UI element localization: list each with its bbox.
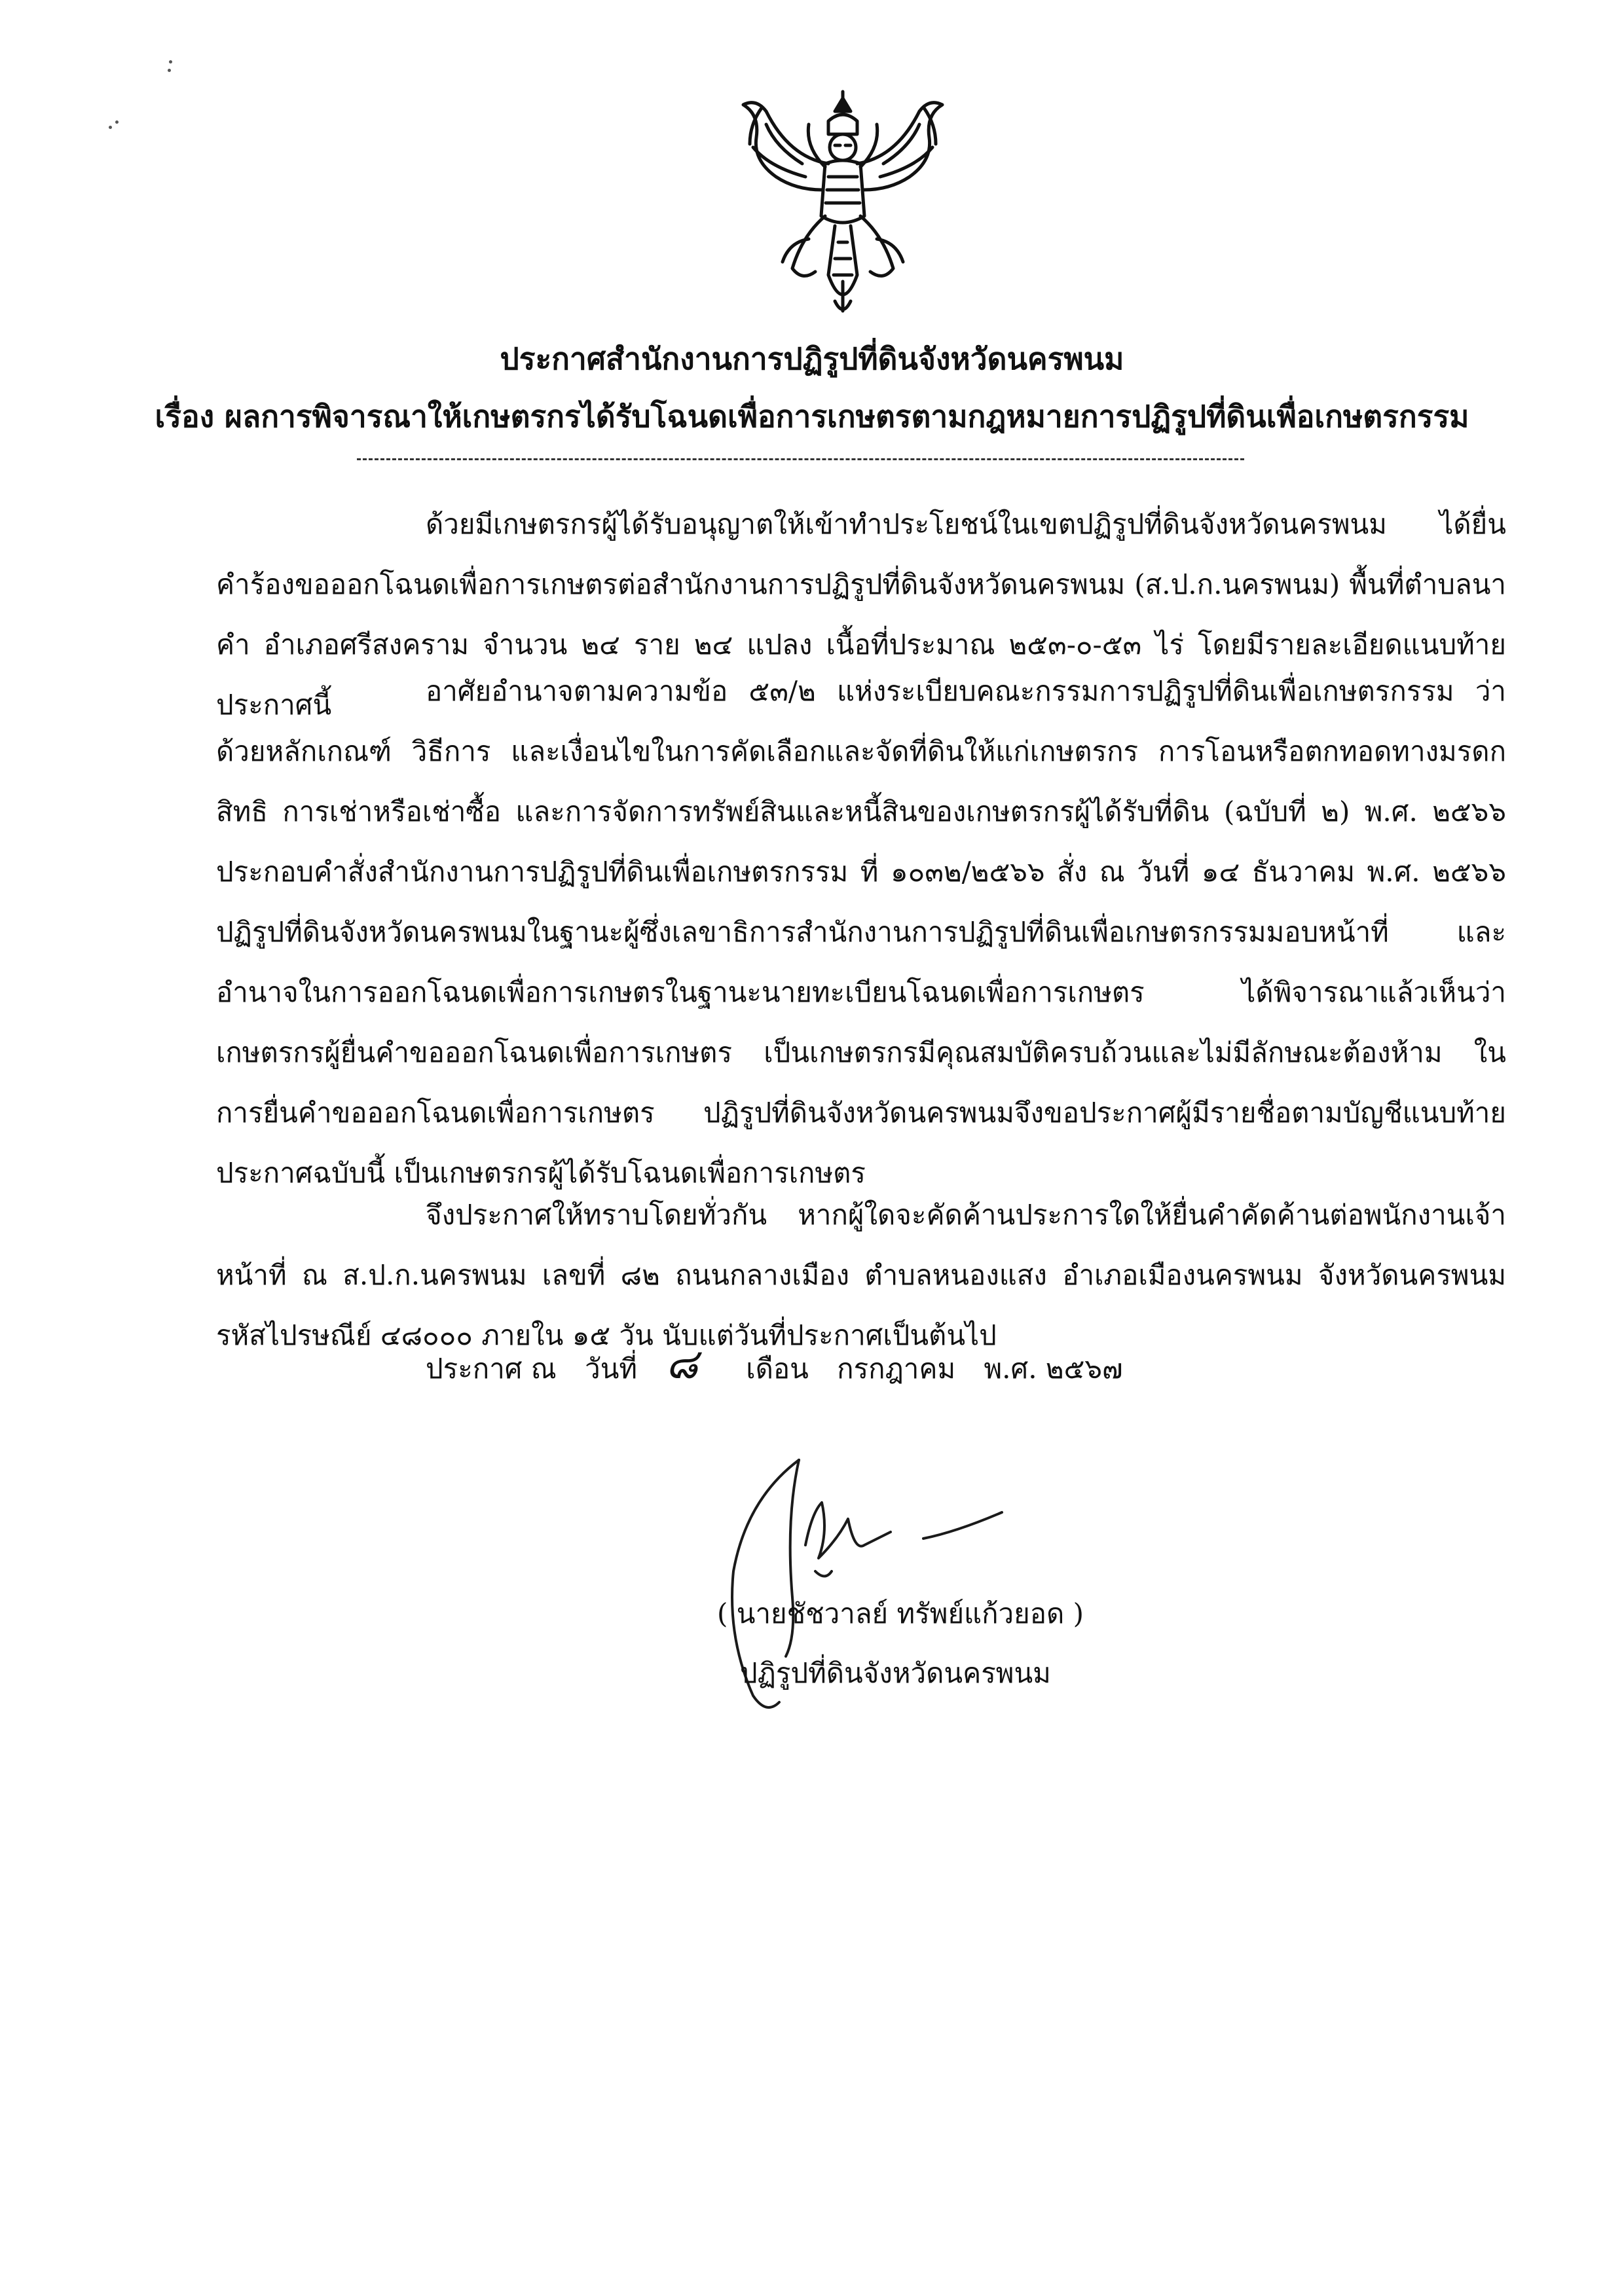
divider-rule [357,458,1244,460]
scan-speck [169,60,172,64]
day-label: วันที่ [585,1353,638,1385]
signatory-name: ( นายชัชวาลย์ ทรัพย์แก้วยอด ) [717,1597,1084,1630]
handwritten-day: ๘ [665,1340,698,1389]
date-prefix: ประกาศ ณ [426,1353,557,1385]
garuda-emblem-icon [730,85,956,321]
signatory-position: ปฏิรูปที่ดินจังหวัดนครพนม [740,1657,1051,1689]
month-label: เดือน [746,1353,809,1385]
month-value: กรกฎาคม [837,1353,956,1385]
scan-speck [109,126,112,129]
paragraph-text: จึงประกาศให้ทราบโดยทั่วกัน หากผู้ใดจะคัดค้านประการใดให้ยื่นคำคัดค้านต่อพนักงานเจ้าหน้าที่ ณ ส.ป.ก.นครพนม เลขที่ ๘๒ ถนนกลางเมือง ตำบลหนองแสง อำเภอเมืองนครพนม จังหวัดนครพนม รหัสไปรษณีย์ ๔๘๐๐๐ ภายใน ๑๕ วัน นับแต่วันที่ประกาศเป็นต้นไป [216,1199,1506,1351]
scan-speck [168,69,171,72]
paragraph-text: อาศัยอำนาจตามความข้อ ๕๓/๒ แห่งระเบียบคณะกรรมการปฏิรูปที่ดินเพื่อเกษตรกรรม ว่าด้วยหลักเกณฑ์ วิธีการ และเงื่อนไขในการคัดเลือกและจัดที่ดินให้แก่เกษตรกร การโอนหรือตกทอดทางมรดกสิทธิ การเช่าหรือเช่าซื้อ และการจัดการทรัพย์สินและหนี้สินของเกษตรกรผู้ได้รับที่ดิน (ฉบับที่ ๒) พ.ศ. ๒๕๖๖ ประกอบคำสั่งสำนักงานการปฏิรูปที่ดินเพื่อเกษตรกรรม ที่ ๑๐๓๒/๒๕๖๖ สั่ง ณ วันที่ ๑๔ ธันวาคม พ.ศ. ๒๕๖๖ ปฏิรูปที่ดินจังหวัดนครพนมในฐานะผู้ซึ่งเลขาธิการสำนักงานการปฏิรูปที่ดินเพื่อเกษตรกรรมมอบหน้าที่ และอำนาจในการออกโฉนดเพื่อการเกษตรในฐานะนายทะเบียนโฉนดเพื่อการเกษตร ได้พิจารณาแล้วเห็นว่า เกษตรกรผู้ยื่นคำขอออกโฉนดเพื่อการเกษตร เป็นเกษตรกรมีคุณสมบัติครบถ้วนและไม่มีลักษณะต้องห้าม ในการยื่นคำขอออกโฉนดเพื่อการเกษตร ปฏิรูปที่ดินจังหวัดนครพนมจึงขอประกาศผู้มีรายชื่อตามบัญชีแนบท้าย ประกาศฉบับนี้ เป็นเกษตรกรผู้ได้รับโฉนดเพื่อการเกษตร [216,675,1506,1189]
paragraph-text: ด้วยมีเกษตรกรผู้ได้รับอนุญาตให้เข้าทำประโยชน์ในเขตปฏิรูปที่ดินจังหวัดนครพนม ได้ยื่นคำร้องขอออกโฉนดเพื่อการเกษตรต่อสำนักงานการปฏิรูปที่ดินจังหวัดนครพนม (ส.ป.ก.นครพนม) พื้นที่ตำบลนาคำ อำเภอศรีสงคราม จำนวน ๒๔ ราย ๒๔ แปลง เนื้อที่ประมาณ ๒๕๓-๐-๕๓ ไร่ โดยมีรายละเอียดแนบท้ายประกาศนี้ [216,508,1506,721]
announcement-subject: เรื่อง ผลการพิจารณาให้เกษตรกรได้รับโฉนดเพื่อการเกษตรตามกฎหมายการปฏิรูปที่ดินเพื่อเกษตรกรรม [155,399,1469,434]
scan-speck [115,120,119,124]
announcement-date [426,1330,1143,1397]
body-paragraph-2 [216,661,1506,1203]
year-value: พ.ศ. ๒๕๖๗ [984,1353,1123,1385]
announcement-title: ประกาศสำนักงานการปฏิรูปที่ดินจังหวัดนครพนม [500,341,1124,376]
